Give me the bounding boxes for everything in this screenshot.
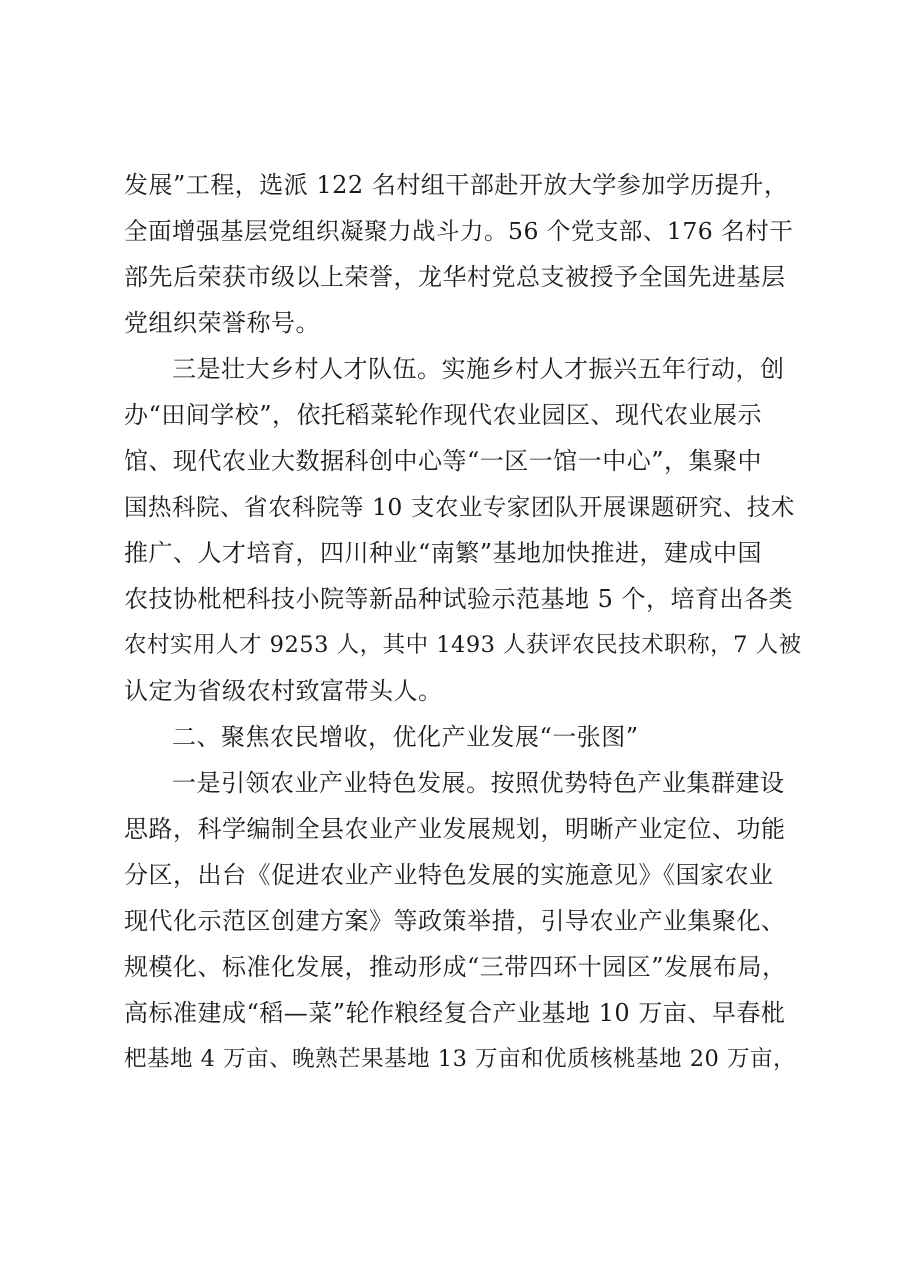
- text-line: 发展”工程，选派 122 名村组干部赴开放大学参加学历提升，: [124, 171, 789, 199]
- text-line: 推广、人才培育，四川种业“南繁”基地加快推进，建成中国: [124, 539, 763, 567]
- text-line: 现代化示范区创建方案》等政策举措，引导农业产业集聚化、: [124, 907, 786, 935]
- text-line: 农村实用人才 9253 人，其中 1493 人获评农民技术职称，7 人被: [124, 632, 802, 658]
- text-line: 全面增强基层党组织凝聚力战斗力。56 个党支部、176 名村干: [124, 217, 794, 245]
- text-line: 思路，科学编制全县农业产业发展规划，明晰产业定位、功能: [124, 815, 786, 843]
- section-heading: 二、聚焦农民增收，优化产业发展“一张图”: [172, 723, 639, 751]
- text-line: 分区，出台《促进农业产业特色发展的实施意见》《国家农业: [124, 861, 774, 889]
- text-line: 农技协枇杷科技小院等新品种试验示范基地 5 个，培育出各类: [124, 585, 794, 613]
- text-line: 规模化、标准化发展，推动形成“三带四环十园区”发展布局，: [124, 953, 787, 981]
- document-body: [124, 162, 804, 1082]
- text-line: 部先后荣获市级以上荣誉，龙华村党总支被授予全国先进基层: [124, 263, 786, 291]
- text-line: 国热科院、省农科院等 10 支农业专家团队开展课题研究、技术: [124, 493, 795, 521]
- text-line: 馆、现代农业大数据科创中心等“一区一馆一中心”，集聚中: [124, 447, 763, 475]
- paragraph-start-line: 三是壮大乡村人才队伍。实施乡村人才振兴五年行动，创: [172, 355, 785, 383]
- text-line: 党组织荣誉称号。: [124, 309, 320, 337]
- paragraph-start-line: 一是引领农业产业特色发展。按照优势特色产业集群建设: [172, 769, 785, 797]
- text-line: 认定为省级农村致富带头人。: [124, 677, 443, 705]
- text-line: 高标准建成“稻—菜”轮作粮经复合产业基地 10 万亩、早春枇: [124, 999, 786, 1027]
- text-line: 杷基地 4 万亩、晚熟芒果基地 13 万亩和优质核桃基地 20 万亩，: [124, 1046, 796, 1072]
- text-line: 办“田间学校”，依托稻菜轮作现代农业园区、现代农业展示: [124, 401, 763, 429]
